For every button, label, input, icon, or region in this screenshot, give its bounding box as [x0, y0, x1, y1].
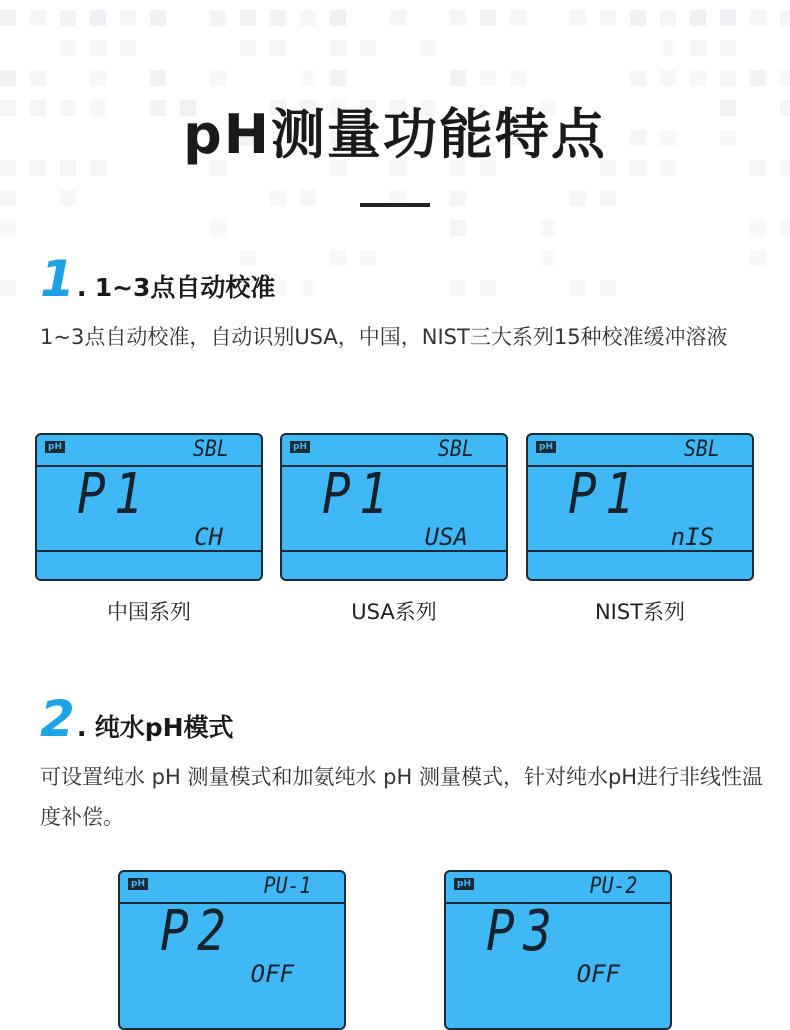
- pattern-square: [0, 280, 16, 296]
- pattern-square: [30, 70, 46, 86]
- pattern-square: [570, 190, 586, 206]
- pattern-square: [570, 280, 586, 296]
- pattern-square: [30, 10, 46, 26]
- pattern-square: [780, 10, 790, 26]
- pattern-square: [90, 40, 106, 56]
- pattern-square: [450, 220, 466, 236]
- page-title: pH测量功能特点: [183, 103, 607, 166]
- title-divider: [360, 203, 430, 207]
- pattern-square: [60, 190, 76, 206]
- pattern-square: [510, 10, 526, 26]
- pattern-square: [540, 220, 556, 236]
- pattern-square: [270, 10, 286, 26]
- section-1-number: 1: [40, 250, 75, 308]
- pattern-square: [720, 40, 736, 56]
- pattern-square: [720, 70, 736, 86]
- lcd-bottom-bar: [528, 550, 752, 579]
- lcd-main-text: P1: [322, 462, 397, 527]
- section-1-heading: [40, 250, 276, 308]
- pattern-square: [390, 10, 406, 26]
- pattern-square: [240, 10, 256, 26]
- lcd-display-pure-water: [118, 870, 346, 1030]
- pattern-square: [210, 10, 226, 26]
- lcd-bottom-bar: [37, 550, 261, 579]
- section-1-dot: .: [76, 273, 87, 303]
- ph-badge: pH: [454, 878, 474, 890]
- lcd-sub-text: USA: [424, 523, 468, 551]
- ph-badge: pH: [128, 878, 148, 890]
- lcd-main-text: P3: [486, 899, 561, 964]
- caption-china-series: 中国系列: [107, 600, 191, 624]
- pattern-square: [600, 280, 616, 296]
- lcd-sub-text: OFF: [576, 960, 620, 988]
- pattern-square: [750, 250, 766, 266]
- pattern-square: [750, 10, 766, 26]
- lcd-main-text: P2: [160, 899, 235, 964]
- pattern-square: [330, 10, 346, 26]
- section-2-heading: [40, 690, 234, 748]
- pattern-square: [360, 40, 376, 56]
- pattern-square: [270, 190, 286, 206]
- lcd-top-right-text: PU-2: [589, 874, 638, 899]
- pattern-square: [240, 40, 256, 56]
- pattern-square: [60, 40, 76, 56]
- pattern-square: [690, 10, 706, 26]
- ph-badge: pH: [290, 441, 310, 453]
- pattern-square: [450, 10, 466, 26]
- ph-badge: pH: [536, 441, 556, 453]
- lcd-sub-text: OFF: [250, 960, 294, 988]
- pattern-square: [0, 220, 16, 236]
- lcd-display-ammonia-water: [444, 870, 672, 1030]
- pattern-square: [690, 40, 706, 56]
- section-1-description: 1~3点自动校准，自动识别USA，中国，NIST三大系列15种校准缓冲溶液: [40, 325, 728, 349]
- pattern-square: [720, 10, 736, 26]
- pattern-square: [120, 40, 136, 56]
- lcd-display-nist: [526, 433, 754, 581]
- pattern-square: [60, 10, 76, 26]
- lcd-sub-text: nIS: [670, 523, 714, 551]
- lcd-top-right-text: SBL: [684, 437, 721, 462]
- pattern-square: [630, 70, 646, 86]
- pattern-square: [660, 10, 676, 26]
- lcd-sub-text: CH: [194, 523, 223, 551]
- pattern-square: [270, 40, 286, 56]
- section-2-title: 纯水pH模式: [94, 713, 234, 742]
- pattern-square: [780, 220, 790, 236]
- pattern-square: [0, 70, 16, 86]
- pattern-square: [660, 70, 676, 86]
- pattern-square: [210, 70, 226, 86]
- lcd-main-text: P1: [568, 462, 643, 527]
- pattern-square: [630, 10, 646, 26]
- section-2-number: 2: [40, 690, 75, 748]
- pattern-square: [420, 40, 436, 56]
- pattern-square: [780, 70, 790, 86]
- section-2-description: 可设置纯水 pH 测量模式和加氨纯水 pH 测量模式，针对纯水pH进行非线性温度补偿。: [40, 765, 764, 829]
- pattern-square: [120, 10, 136, 26]
- ph-badge: pH: [45, 441, 65, 453]
- pattern-square: [750, 220, 766, 236]
- pattern-square: [600, 10, 616, 26]
- lcd-display-usa: [280, 433, 508, 581]
- lcd-top-right-text: SBL: [438, 437, 475, 462]
- pattern-square: [600, 190, 616, 206]
- pattern-square: [480, 280, 496, 296]
- pattern-square: [480, 70, 496, 86]
- lcd-main-text: P1: [77, 462, 152, 527]
- pattern-square: [450, 70, 466, 86]
- pattern-square: [300, 10, 316, 26]
- pattern-square: [300, 70, 316, 86]
- pattern-square: [660, 40, 676, 56]
- caption-nist-series: NIST系列: [594, 600, 686, 624]
- pattern-square: [540, 250, 556, 266]
- lcd-top-right-text: SBL: [193, 437, 230, 462]
- pattern-square: [570, 10, 586, 26]
- pattern-square: [450, 190, 466, 206]
- pattern-square: [450, 280, 466, 296]
- pattern-square: [90, 10, 106, 26]
- pattern-square: [360, 250, 376, 266]
- pattern-square: [0, 10, 16, 26]
- lcd-top-right-text: PU-1: [263, 874, 312, 899]
- pattern-square: [330, 40, 346, 56]
- section-1-title: 1~3点自动校准: [94, 273, 276, 302]
- pattern-square: [480, 10, 496, 26]
- pattern-square: [690, 70, 706, 86]
- caption-usa-series: USA系列: [351, 600, 437, 624]
- pattern-square: [90, 70, 106, 86]
- pattern-square: [150, 10, 166, 26]
- pattern-square: [330, 250, 346, 266]
- section-2-dot: .: [76, 713, 87, 743]
- lcd-display-china: [35, 433, 263, 581]
- pattern-square: [300, 190, 316, 206]
- pattern-square: [150, 70, 166, 86]
- pattern-square: [750, 70, 766, 86]
- pattern-square: [330, 70, 346, 86]
- lcd-bottom-bar: [282, 550, 506, 579]
- pattern-square: [210, 220, 226, 236]
- pattern-square: [510, 70, 526, 86]
- pattern-square: [0, 190, 16, 206]
- pattern-square: [300, 280, 316, 296]
